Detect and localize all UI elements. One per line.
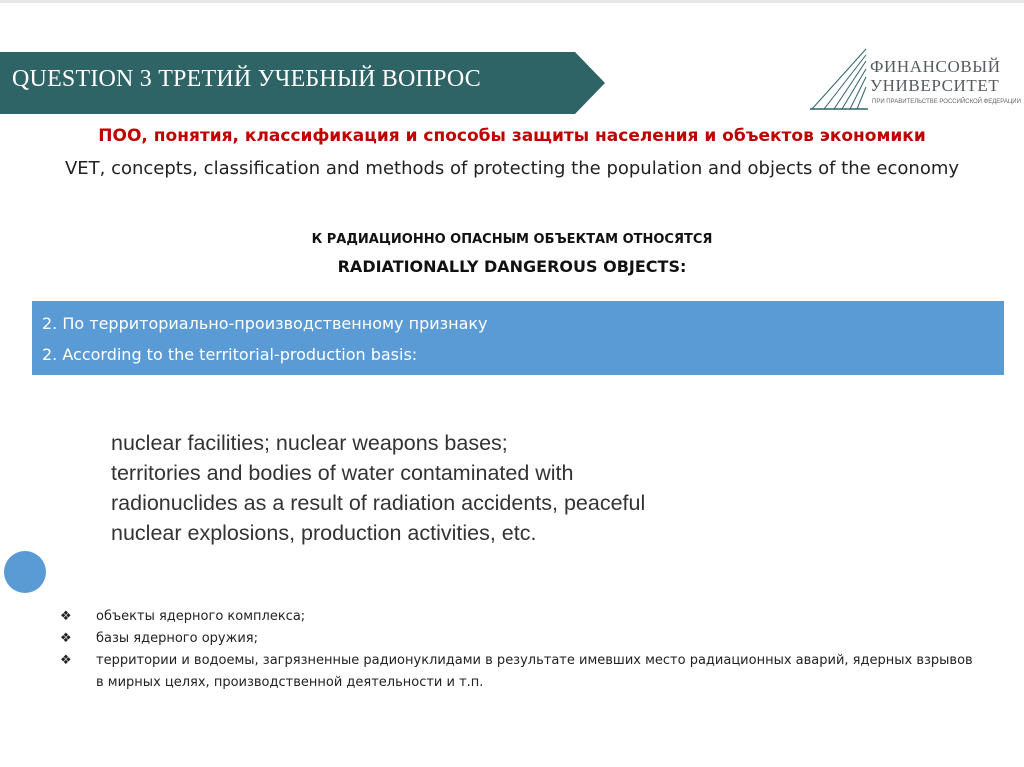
list-item-text: базы ядерного оружия; [96, 631, 258, 646]
title-banner [0, 52, 605, 114]
list-item-text: объекты ядерного комплекса; [96, 609, 306, 624]
diamond-bullet-icon: ❖ [60, 653, 72, 668]
russian-bullet-list [60, 606, 980, 694]
logo-text-line3: ПРИ ПРАВИТЕЛЬСТВЕ РОССИЙСКОЙ ФЕДЕРАЦИИ [872, 99, 1021, 105]
top-divider [0, 0, 1024, 3]
criterion-english: 2. According to the territorial-production basis: [42, 345, 418, 364]
criterion-box [32, 301, 1004, 375]
page-title: QUESTION 3 ТРЕТИЙ УЧЕБНЫЙ ВОПРОС [12, 66, 481, 92]
decorative-circle [4, 551, 46, 593]
english-list-line: radionuclides as a result of radiation accidents, peaceful [111, 491, 646, 515]
english-list-line: nuclear explosions, production activities, etc. [111, 521, 537, 545]
criterion-russian: 2. По территориально-производственному признаку [42, 314, 488, 333]
section-heading-english: RADIATIONALLY DANGEROUS OBJECTS: [337, 257, 687, 276]
list-item [60, 606, 980, 628]
logo-text-line2: УНИВЕРСИТЕТ [870, 76, 1000, 95]
list-item [60, 650, 980, 694]
list-item-text: территории и водоемы, загрязненные радионуклидами в результате имевших место радиационных аварий, ядерных взрывов в мирных целях, производственной деятельности и т.п. [96, 653, 973, 690]
logo-emblem-icon [810, 47, 870, 113]
diamond-bullet-icon: ❖ [60, 609, 72, 624]
subtitle-english: VET, concepts, classification and methods of protecting the population and objects of the economy [64, 158, 960, 179]
university-logo [810, 47, 1021, 113]
section-heading-russian: К РАДИАЦИОННО ОПАСНЫМ ОБЪЕКТАМ ОТНОСЯТСЯ [311, 232, 713, 247]
diamond-bullet-icon: ❖ [60, 631, 72, 646]
list-item [60, 628, 980, 650]
english-object-list [111, 428, 645, 548]
logo-text-line1: ФИНАНСОВЫЙ [870, 57, 1001, 76]
english-list-line: territories and bodies of water contaminated with [111, 461, 574, 485]
subtitle-russian: ПОО, понятия, классификация и способы защиты населения и объектов экономики [98, 126, 926, 146]
english-list-line: nuclear facilities; nuclear weapons bases; [111, 431, 508, 455]
